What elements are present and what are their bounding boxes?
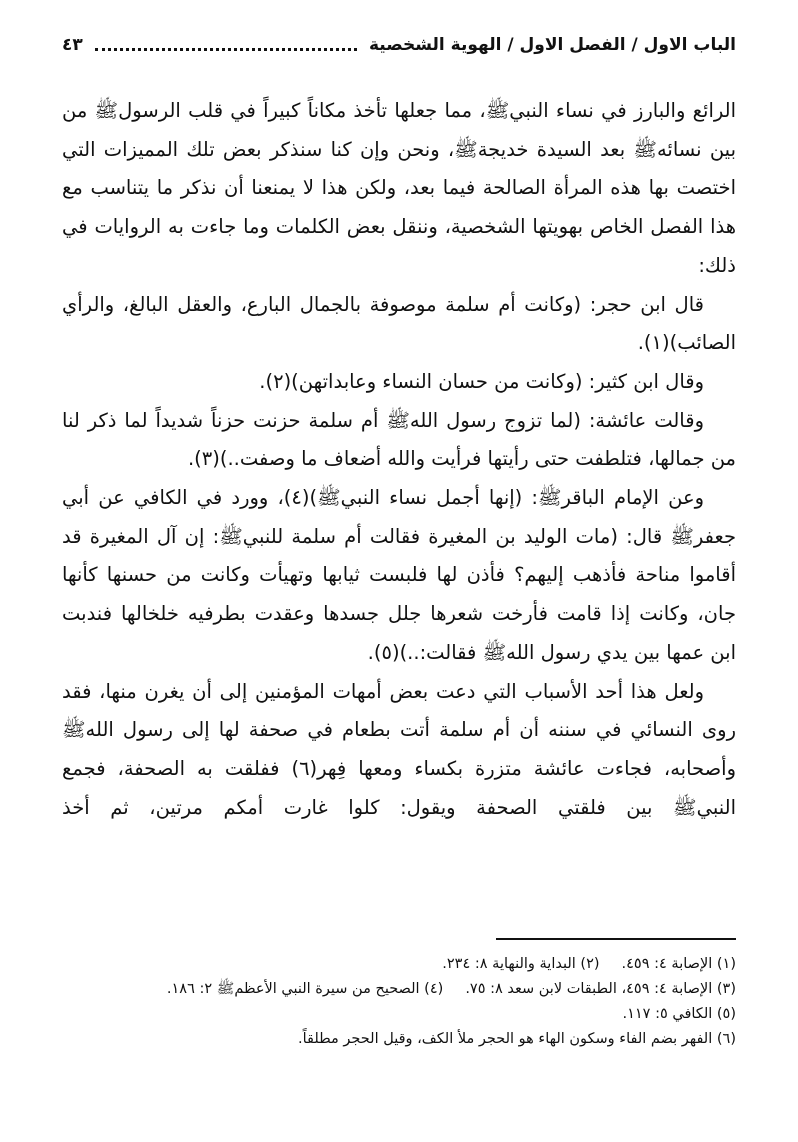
footnote-6: (٦) الفهر بضم الفاء وسكون الهاء هو الحجر ملأ الكف، وقيل الحجر مطلقاً. <box>298 1031 736 1047</box>
paragraph-6: ولعل هذا أحد الأسباب التي دعت بعض أمهات المؤمنين إلى أن يغرن منها، فقد روى النسائي في سننه أن أم سلمة أتت بطعام في صحفة لها إلى رسول اللهﷺ وأصحابه، فجاءت عائشة متزرة بكساء ومعها فِهر(٦) ففلقت به الصحفة، فجمع النبيﷺ بين فلقتي الصحفة ويقول: كلوا غارت أمكم مرتين، ثم أخذ <box>62 679 736 819</box>
footnote-4: (٤) الصحيح من سيرة النبي الأعظمﷺ ٢: ١٨٦. <box>166 981 444 997</box>
footnote-1: (١) الإصابة ٤: ٤٥٩. <box>621 956 736 972</box>
paragraph-3: وقال ابن كثير: (وكانت من حسان النساء وعابداتهن)(٢). <box>259 369 704 393</box>
paragraph-5: وعن الإمام الباقرﷺ: (إنها أجمل نساء النبيﷺ)(٤)، وورد في الكافي عن أبي جعفرﷺ قال: (مات الوليد بن المغيرة فقالت أم سلمة للنبيﷺ: إن آل المغيرة قد أقاموا مناحة فأذهب إليهم؟ فأذن لها فلبست ثيابها وتهيأت وكانت من حسنها كأنها جان، وكانت إذا قامت فأرخت شعرها جلل جسدها وعقدت بطرفيه خلخالها فندبت ابن عمها بين يدي رسول اللهﷺ فقالت:..)(٥). <box>62 486 736 664</box>
page-number: ٤٣ <box>62 35 83 55</box>
footnote-separator <box>496 938 736 940</box>
footnotes <box>62 952 736 1052</box>
paragraph-1: الرائع والبارز في نساء النبيﷺ، مما جعلها تأخذ مكاناً كبيراً في قلب الرسولﷺ من بين نسائهﷺ بعد السيدة خديجةﷺ، ونحن وإن كنا سنذكر بعض تلك المميزات التي اختصت بها هذه المرأة الصالحة فيما بعد، ولكن هذا لا يمنعنا أن نذكر ما يتناسب مع هذا الفصل الخاص بهويتها الشخصية، وننقل بعض الكلمات وما جاءت به الروايات في ذلك: <box>62 99 736 277</box>
footnote-2: (٢) البداية والنهاية ٨: ٢٣٤. <box>442 956 600 972</box>
paragraph-2: قال ابن حجر: (وكانت أم سلمة موصوفة بالجمال البارع، والعقل البالغ، والرأي الصائب)(١). <box>62 292 736 355</box>
paragraph-4: وقالت عائشة: (لما تزوج رسول اللهﷺ أم سلمة حزنت حزناً شديداً لما ذكر لنا من جمالها، فتلطفت حتى رأيتها فرأيت والله أضعاف ما وصفت..)(٣). <box>62 408 736 471</box>
footnote-5: (٥) الكافي ٥: ١١٧. <box>622 1006 736 1022</box>
running-header <box>62 30 736 60</box>
footnote-3: (٣) الإصابة ٤: ٤٥٩، الطبقات لابن سعد ٨: ٧٥. <box>465 981 736 997</box>
footnote-line-4 <box>62 1027 736 1052</box>
footnote-line-2 <box>62 977 736 1002</box>
footnote-line-1 <box>62 952 736 977</box>
main-text <box>62 92 736 827</box>
footnote-line-3 <box>62 1002 736 1027</box>
dotted-leader <box>95 48 357 51</box>
running-header-title: الباب الاول / الفصل الاول / الهوية الشخصية <box>369 35 736 55</box>
